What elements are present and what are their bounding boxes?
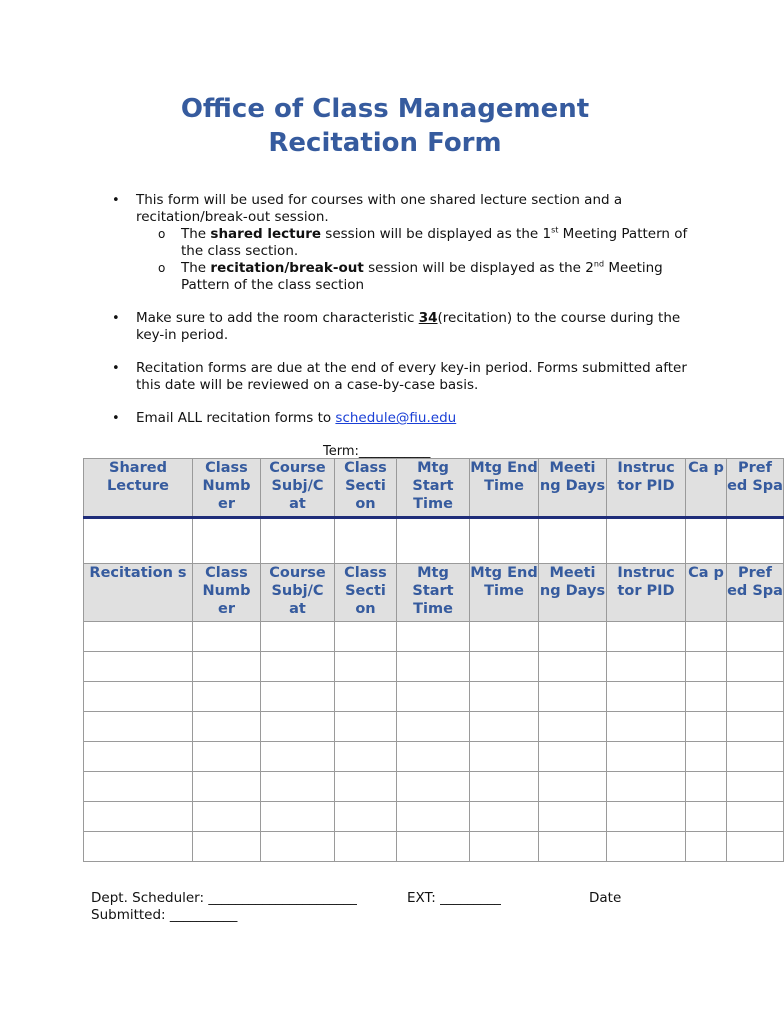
entry-cell[interactable] <box>84 832 193 862</box>
instruction-shared-lecture: This form will be used for courses with one shared lecture section and a recitation/break-out session. <box>136 192 623 225</box>
entry-cell[interactable] <box>335 742 397 772</box>
instruction-email: Email ALL recitation forms to schedule@fiu.edu <box>136 410 457 426</box>
entry-cell[interactable] <box>607 652 686 682</box>
entry-cell[interactable] <box>727 518 784 564</box>
entry-cell[interactable] <box>470 742 539 772</box>
entry-cell[interactable] <box>539 742 607 772</box>
entry-cell[interactable] <box>335 802 397 832</box>
recitation-header-row <box>84 564 784 622</box>
entry-cell[interactable] <box>335 712 397 742</box>
column-header: Meeti ng Days <box>539 459 607 518</box>
instruction-sub-shared: The shared lecture session will be displayed as the 1st Meeting Pattern of the class section. <box>181 225 688 259</box>
entry-cell[interactable] <box>470 832 539 862</box>
entry-cell[interactable] <box>539 712 607 742</box>
entry-cell[interactable] <box>193 622 261 652</box>
entry-cell[interactable] <box>397 832 470 862</box>
entry-cell[interactable] <box>539 518 607 564</box>
entry-cell[interactable] <box>193 772 261 802</box>
entry-cell[interactable] <box>686 742 727 772</box>
entry-cell[interactable] <box>261 772 335 802</box>
entry-cell[interactable] <box>607 802 686 832</box>
column-header: Class Numb er <box>193 459 261 518</box>
entry-cell[interactable] <box>335 682 397 712</box>
entry-cell[interactable] <box>470 682 539 712</box>
term-field[interactable]: Term:___________ <box>323 444 431 459</box>
entry-cell[interactable] <box>397 712 470 742</box>
recitation-entry-row <box>84 622 784 652</box>
entry-cell[interactable] <box>261 802 335 832</box>
bullet-dot: • <box>112 411 120 426</box>
entry-cell[interactable] <box>397 802 470 832</box>
column-header: Mtg End Time <box>470 459 539 518</box>
column-header: Ca p <box>686 459 727 518</box>
entry-cell[interactable] <box>470 802 539 832</box>
instruction-sub-recitation: The recitation/break-out session will be displayed as the 2nd Meeting Pattern of the class section <box>181 259 663 293</box>
entry-cell[interactable] <box>261 742 335 772</box>
lecture-entry-row <box>84 518 784 564</box>
entry-cell[interactable] <box>727 802 784 832</box>
recitation-entry-row <box>84 802 784 832</box>
entry-cell[interactable] <box>261 622 335 652</box>
column-header: Instruc tor PID <box>607 564 686 622</box>
sub-bullet-marker: o <box>158 261 166 275</box>
entry-cell[interactable] <box>397 622 470 652</box>
entry-cell[interactable] <box>539 772 607 802</box>
entry-cell[interactable] <box>397 652 470 682</box>
entry-cell[interactable] <box>727 772 784 802</box>
entry-cell[interactable] <box>470 622 539 652</box>
entry-cell[interactable] <box>397 772 470 802</box>
entry-cell[interactable] <box>607 742 686 772</box>
column-header: Class Secti on <box>335 459 397 518</box>
entry-cell[interactable] <box>193 652 261 682</box>
entry-cell[interactable] <box>607 772 686 802</box>
entry-cell[interactable] <box>335 518 397 564</box>
entry-cell[interactable] <box>686 772 727 802</box>
entry-cell[interactable] <box>686 652 727 682</box>
recitation-entry-row <box>84 832 784 862</box>
dept-scheduler-field[interactable]: Dept. Scheduler: ______________________ <box>91 890 357 906</box>
entry-cell[interactable] <box>727 712 784 742</box>
entry-cell[interactable] <box>686 682 727 712</box>
entry-cell[interactable] <box>261 518 335 564</box>
column-header: Course Subj/C at <box>261 564 335 622</box>
entry-cell[interactable] <box>470 712 539 742</box>
entry-cell[interactable] <box>193 802 261 832</box>
entry-cell[interactable] <box>84 802 193 832</box>
entry-cell[interactable] <box>193 832 261 862</box>
bullet-dot: • <box>112 361 120 376</box>
entry-cell[interactable] <box>727 742 784 772</box>
entry-cell[interactable] <box>686 712 727 742</box>
entry-cell[interactable] <box>84 682 193 712</box>
entry-cell[interactable] <box>261 712 335 742</box>
entry-cell[interactable] <box>261 682 335 712</box>
entry-cell[interactable] <box>335 622 397 652</box>
entry-cell[interactable] <box>607 682 686 712</box>
entry-cell[interactable] <box>335 772 397 802</box>
page-subtitle: Recitation Form <box>268 128 502 158</box>
entry-cell[interactable] <box>686 622 727 652</box>
column-header: Mtg End Time <box>470 564 539 622</box>
column-header: Recitation s <box>84 564 193 622</box>
entry-cell[interactable] <box>727 622 784 652</box>
entry-cell[interactable] <box>607 518 686 564</box>
entry-cell[interactable] <box>470 518 539 564</box>
entry-cell[interactable] <box>686 832 727 862</box>
entry-cell[interactable] <box>397 518 470 564</box>
entry-cell[interactable] <box>686 802 727 832</box>
column-header: Class Numb er <box>193 564 261 622</box>
submitted-field[interactable]: Submitted: __________ <box>91 907 238 923</box>
column-header: Pref ed Spa <box>727 564 784 622</box>
entry-cell[interactable] <box>607 712 686 742</box>
recitation-table <box>83 458 784 862</box>
entry-cell[interactable] <box>470 652 539 682</box>
email-link[interactable]: schedule@fiu.edu <box>335 410 457 426</box>
entry-cell[interactable] <box>607 622 686 652</box>
recitation-entry-row <box>84 682 784 712</box>
entry-cell[interactable] <box>84 742 193 772</box>
entry-cell[interactable] <box>539 652 607 682</box>
instruction-room-characteristic: Make sure to add the room characteristic 34(recitation) to the course during the key-in period. <box>136 310 681 343</box>
entry-cell[interactable] <box>335 832 397 862</box>
entry-cell[interactable] <box>397 742 470 772</box>
entry-cell[interactable] <box>470 772 539 802</box>
entry-cell[interactable] <box>193 742 261 772</box>
lecture-header-row <box>84 459 784 518</box>
recitation-entry-row <box>84 742 784 772</box>
entry-cell[interactable] <box>261 652 335 682</box>
column-header: Pref ed Spa <box>727 459 784 518</box>
entry-cell[interactable] <box>84 772 193 802</box>
entry-cell[interactable] <box>335 652 397 682</box>
entry-cell[interactable] <box>193 682 261 712</box>
entry-cell[interactable] <box>84 712 193 742</box>
entry-cell[interactable] <box>539 682 607 712</box>
entry-cell[interactable] <box>397 682 470 712</box>
column-header: Mtg Start Time <box>397 564 470 622</box>
recitation-entry-row <box>84 712 784 742</box>
ext-field[interactable]: EXT: _________ <box>407 890 501 906</box>
date-label: Date <box>589 890 622 906</box>
entry-cell[interactable] <box>727 652 784 682</box>
entry-cell[interactable] <box>539 622 607 652</box>
column-header: Course Subj/C at <box>261 459 335 518</box>
entry-cell[interactable] <box>539 802 607 832</box>
bullet-dot: • <box>112 193 120 208</box>
column-header: Ca p <box>686 564 727 622</box>
column-header: Mtg Start Time <box>397 459 470 518</box>
entry-cell[interactable] <box>727 682 784 712</box>
entry-cell[interactable] <box>539 832 607 862</box>
entry-cell[interactable] <box>84 622 193 652</box>
bullet-dot: • <box>112 311 120 326</box>
entry-cell[interactable] <box>261 832 335 862</box>
column-header: Class Secti on <box>335 564 397 622</box>
entry-cell[interactable] <box>727 832 784 862</box>
recitation-entry-row <box>84 772 784 802</box>
sub-bullet-marker: o <box>158 227 166 241</box>
column-header: Meeti ng Days <box>539 564 607 622</box>
recitation-entry-row <box>84 652 784 682</box>
entry-cell[interactable] <box>686 518 727 564</box>
instruction-deadline: Recitation forms are due at the end of every key-in period. Forms submitted after this date will be reviewed on a case-by-case basis. <box>136 360 687 393</box>
entry-cell[interactable] <box>607 832 686 862</box>
column-header: Shared Lecture <box>84 459 193 518</box>
entry-cell[interactable] <box>84 652 193 682</box>
column-header: Instruc tor PID <box>607 459 686 518</box>
entry-cell[interactable] <box>84 518 193 564</box>
page-title: Office of Class Management <box>180 94 590 124</box>
entry-cell[interactable] <box>193 518 261 564</box>
entry-cell[interactable] <box>193 712 261 742</box>
